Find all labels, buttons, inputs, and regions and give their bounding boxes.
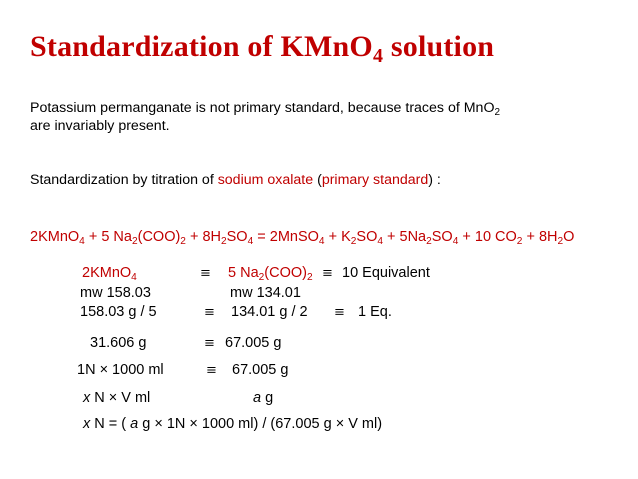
sodium-oxalate-text: sodium oxalate (217, 172, 314, 188)
row6-xnv: x N × V ml (83, 390, 151, 406)
intro-line-1: Potassium permanganate is not primary standard, because traces of MnO$_2$ (30, 100, 501, 118)
row7-formula: x N = ( a g × 1N × 1000 ml) / (67.005 g × V ml) (83, 416, 383, 432)
row4-oxalate-mass: 67.005 g (225, 335, 282, 351)
equiv-symbol: ≡ (206, 363, 217, 378)
equiv-symbol: ≡ (334, 305, 345, 320)
equiv-symbol: ≡ (200, 266, 211, 281)
method-line: Standardization by titration of sodium oxalate (primary standard) : (30, 172, 441, 188)
row3-kmno4: 158.03 g / 5 (80, 304, 157, 320)
intro-line-2: are invariably present. (30, 118, 170, 134)
equiv-symbol: ≡ (204, 336, 215, 351)
row5-volume: 1N × 1000 ml (77, 362, 164, 378)
row5-oxalate-mass: 67.005 g (232, 362, 289, 378)
row1-kmno4: 2KMnO$_4$ (82, 265, 137, 283)
reaction-equation: 2KMnO$_4$ + 5 $Na_2(COO)_2 + 8H_2SO_4$ = 2MnSO$_4$ + $K_2SO_4 + 5Na_2SO_4 + 10$ $CO_2 + 8H_2O$ (30, 229, 575, 247)
row1-sodium-oxalate: 5 $Na_2(COO)_2$ (228, 265, 313, 283)
row2-mw-oxalate: mw 134.01 (230, 285, 301, 301)
slide-title: Standardization of KMnO$_4$ solution (30, 30, 495, 67)
row1-equivalent: 10 Equivalent (342, 265, 430, 281)
row3-oxalate: 134.01 g / 2 (231, 304, 308, 320)
equiv-symbol: ≡ (322, 266, 333, 281)
row4-kmno4-mass: 31.606 g (90, 335, 147, 351)
row6-ag: a g (253, 390, 274, 406)
row3-eq: 1 Eq. (358, 304, 392, 320)
row2-mw-kmno4: mw 158.03 (80, 285, 151, 301)
primary-standard-text: primary standard (321, 172, 429, 188)
equiv-symbol: ≡ (204, 305, 215, 320)
